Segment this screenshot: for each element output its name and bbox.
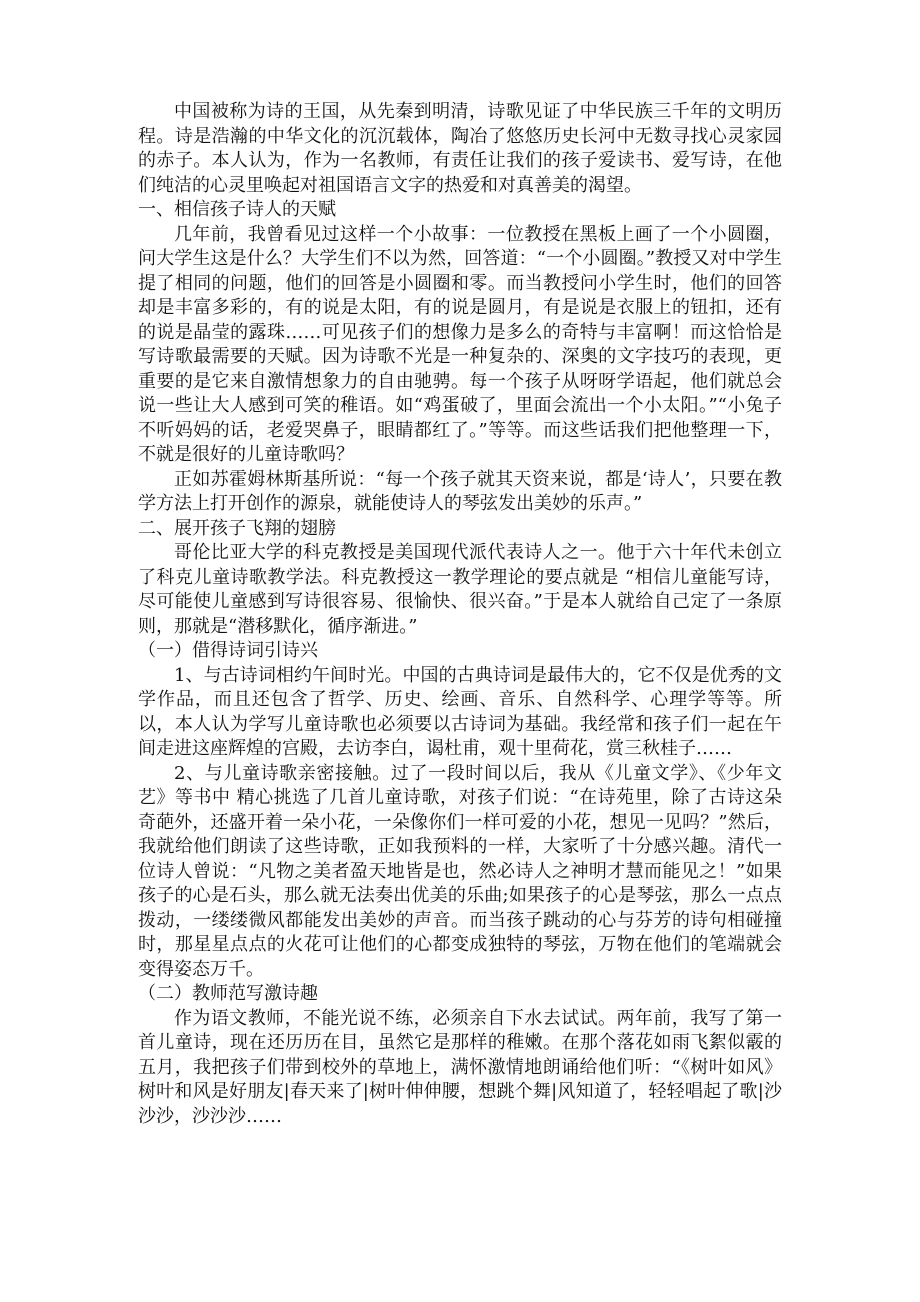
section-heading-2: 二、展开孩子飞翔的翅膀	[138, 517, 336, 539]
koch-paragraph: 哥伦比亚大学的科克教授是美国现代派代表诗人之一。他于六十年代未创立了科克儿童诗歌教学法。科克教授这一教学理论的要点就是 “相信儿童能写诗，尽可能使儿童感到写诗很容易、很愉快、很兴奋。”于是本人就给自己定了一条原则，那就是“潜移默化，循序渐进。”	[138, 542, 782, 637]
intro-paragraph: 中国被称为诗的王国，从先秦到明清，诗歌见证了中华民族三千年的文明历程。诗是浩瀚的中华文化的沉沉载体，陶冶了悠悠历史长河中无数寻找心灵家园的赤子。本人认为，作为一名教师，有责任让我们的孩子爱读书、爱写诗，在他们纯洁的心灵里唤起对祖国语言文字的热爱和对真善美的渴望。	[138, 101, 782, 196]
story-paragraph: 几年前，我曾看见过这样一个小故事：一位教授在黑板上画了一个小圆圈，问大学生这是什么？大学生们不以为然，回答道：“一个小圆圈。”教授又对中学生提了相同的问题，他们的回答是小圆圈和零。而当教授问小学生时，他们的回答却是丰富多彩的，有的说是太阳，有的说是圆月，有是说是衣服上的钮扣，还有的说是晶莹的露珠……可见孩子们的想像力是多么的奇特与丰富啊！而这恰恰是写诗歌最需要的天赋。因为诗歌不光是一种复杂的、深奥的文字技巧的表现，更重要的是它来自激情想象力的自由驰骋。每一个孩子从呀呀学语起，他们就总会说一些让大人感到可笑的稚语。如“鸡蛋破了，里面会流出一个小太阳。”“小兔子不听妈妈的话，老爱哭鼻子，眼睛都红了。”等等。而这些话我们把他整理一下，不就是很好的儿童诗歌吗？	[138, 223, 782, 465]
section-heading-1: 一、相信孩子诗人的天赋	[138, 199, 336, 220]
teacher-example-paragraph: 作为语文教师，不能光说不练，必须亲自下水去试试。两年前，我写了第一首儿童诗，现在还历历在目，虽然它是那样的稚嫩。在那个落花如雨飞絮似霰的五月，我把孩子们带到校外的草地上，满怀激情地朗诵给他们听：“《树叶如风》树叶和风是好朋友|春天来了|树叶伸伸腰，想跳个舞|风知道了，轻轻唱起了歌|沙沙沙，沙沙沙……	[138, 1007, 782, 1127]
classical-poetry-paragraph: 1、与古诗词相约午间时光。中国的古典诗词是最伟大的，它不仅是优秀的文学作品，而且还包含了哲学、历史、绘画、音乐、自然科学、心理学等等。所以，本人认为学写儿童诗歌也必须要以古诗词为基础。我经常和孩子们一起在午间走进这座辉煌的宫殿，去访李白，谒杜甫，观十里荷花，赏三秋桂子……	[138, 664, 782, 759]
quote-paragraph: 正如苏霍姆林斯基所说：“每一个孩子就其天资来说，都是‘诗人’，只要在教学方法上打开创作的源泉，就能使诗人的琴弦发出美妙的乐声。”	[138, 468, 782, 514]
subsection-heading-1: （一）借得诗词引诗兴	[138, 640, 318, 661]
document-body	[138, 100, 782, 1129]
subsection-heading-2: （二）教师范写激诗趣	[138, 983, 318, 1004]
children-poetry-paragraph: 2、与儿童诗歌亲密接触。过了一段时间以后，我从《儿童文学》、《少年文艺》等书中 精心挑选了几首儿童诗歌，对孩子们说：“在诗苑里，除了古诗这朵奇葩外，还盛开着一朵小花，一朵像你们一样可爱的小花，想见一见吗？”然后，我就给他们朗读了这些诗歌，正如我预料的一样，大家听了十分感兴趣。清代一位诗人曾说：“凡物之美者盈天地皆是也，然必诗人之神明才慧而能见之！”如果孩子的心是石头，那么就无法奏出优美的乐曲;如果孩子的心是琴弦，那么一点点拨动，一缕缕微风都能发出美妙的声音。而当孩子跳动的心与芬芳的诗句相碰撞时，那星星点点的火花可让他们的心都变成独特的琴弦，万物在他们的笔端就会变得姿态万千。	[138, 762, 782, 980]
